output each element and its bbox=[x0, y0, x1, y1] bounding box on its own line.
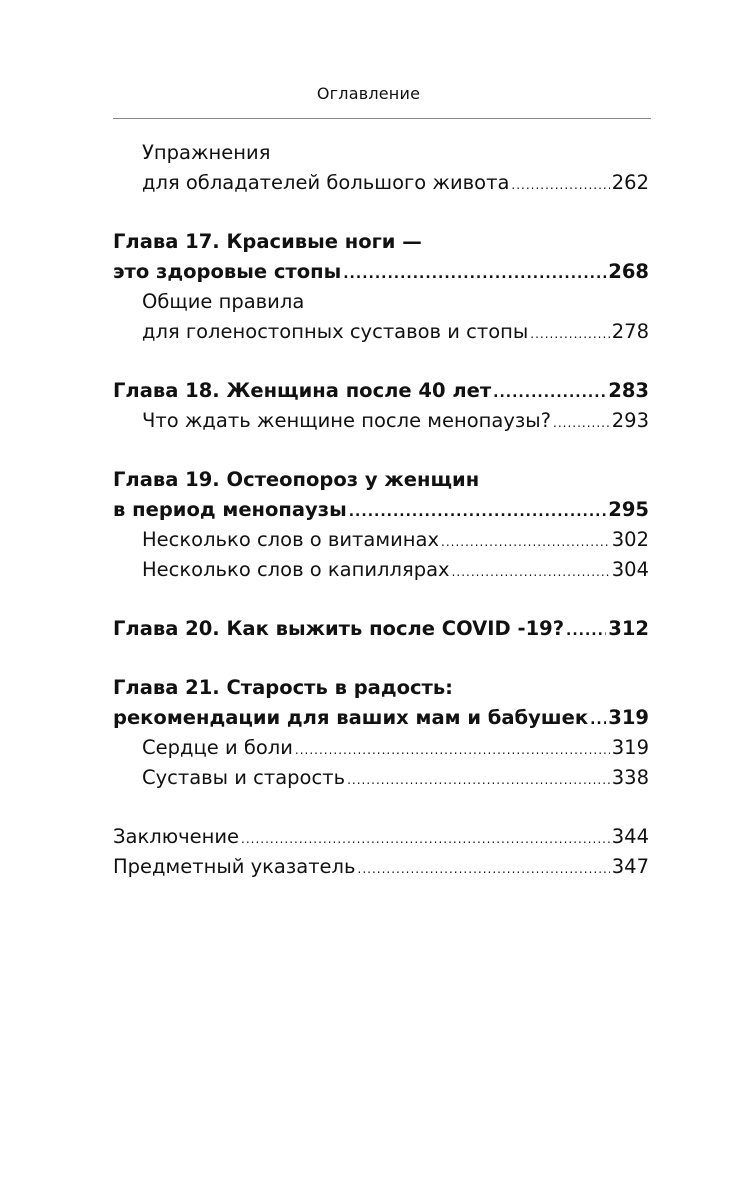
toc-entry-title: Сердце и боли bbox=[142, 736, 293, 759]
toc-entry[interactable] bbox=[113, 822, 649, 852]
toc-entry-title: Предметный указатель bbox=[113, 855, 356, 878]
dot-leader bbox=[553, 408, 610, 438]
dot-leader bbox=[343, 259, 606, 289]
dot-leader bbox=[566, 616, 606, 646]
toc-entry[interactable] bbox=[113, 525, 649, 555]
toc-entry-page: 338 bbox=[611, 766, 649, 789]
toc-chapter-entry[interactable] bbox=[113, 376, 649, 406]
toc-chapter-title: Глава 19. Остеопороз у женщин bbox=[113, 468, 480, 491]
toc-chapter-entry[interactable] bbox=[113, 703, 649, 733]
toc-chapter-entry[interactable] bbox=[113, 227, 649, 257]
toc-entry-page: 304 bbox=[611, 558, 649, 581]
toc-chapter-title: в период менопаузы bbox=[113, 498, 347, 521]
toc-entry-title: Несколько слов о витаминах bbox=[142, 528, 439, 551]
toc-entry-page: 319 bbox=[611, 736, 649, 759]
toc-entry-title: Упражнения bbox=[142, 141, 271, 164]
toc-chapter-page: 268 bbox=[608, 260, 649, 283]
toc-entry[interactable] bbox=[113, 287, 649, 317]
toc-entry-page: 293 bbox=[611, 409, 649, 432]
toc-entry-page: 347 bbox=[611, 855, 649, 878]
dot-leader bbox=[590, 705, 606, 735]
dot-leader bbox=[349, 497, 607, 527]
toc-entry[interactable] bbox=[113, 317, 649, 347]
toc-chapter-title: Глава 17. Красивые ноги — bbox=[113, 230, 422, 253]
toc-chapter-page: 319 bbox=[608, 706, 649, 729]
toc-entry[interactable] bbox=[113, 168, 649, 198]
toc-chapter-title: Глава 20. Как выжить после COVID -19? bbox=[113, 617, 565, 640]
dot-leader bbox=[530, 319, 609, 349]
toc-entry-page: 262 bbox=[611, 171, 649, 194]
dot-leader bbox=[493, 378, 606, 408]
toc-entry[interactable] bbox=[113, 555, 649, 585]
toc-entry-title: Общие правила bbox=[142, 290, 305, 313]
dot-leader bbox=[358, 854, 610, 884]
toc-entry-page: 302 bbox=[611, 528, 649, 551]
toc-chapter-page: 312 bbox=[608, 617, 649, 640]
dot-leader bbox=[452, 557, 610, 587]
toc-chapter-entry[interactable] bbox=[113, 257, 649, 287]
toc-entry-page: 344 bbox=[611, 825, 649, 848]
toc-entry[interactable] bbox=[113, 763, 649, 793]
toc-chapter-page: 283 bbox=[608, 379, 649, 402]
toc-entry-page: 278 bbox=[611, 320, 649, 343]
toc-chapter-title: Глава 18. Женщина после 40 лет bbox=[113, 379, 492, 402]
toc-entry[interactable] bbox=[113, 852, 649, 882]
toc-entry-title: Что ждать женщине после менопаузы? bbox=[142, 409, 552, 432]
running-title: Оглавление bbox=[316, 84, 421, 103]
toc-chapter-title: это здоровые стопы bbox=[113, 260, 342, 283]
toc-chapter-title: рекомендации для ваших мам и бабушек bbox=[113, 706, 589, 729]
toc-chapter-entry[interactable] bbox=[113, 673, 649, 703]
toc-entry-title: Заключение bbox=[113, 825, 240, 848]
toc-chapter-entry[interactable] bbox=[113, 614, 649, 644]
toc-chapter-title: Глава 21. Старость в радость: bbox=[113, 676, 453, 699]
dot-leader bbox=[511, 170, 609, 200]
dot-leader bbox=[441, 527, 610, 557]
toc-entry[interactable] bbox=[113, 138, 649, 168]
toc-entry-title: Несколько слов о капиллярах bbox=[142, 558, 450, 581]
toc-entry[interactable] bbox=[113, 733, 649, 763]
dot-leader bbox=[295, 735, 610, 765]
toc-chapter-entry[interactable] bbox=[113, 495, 649, 525]
toc-entry-title: для голеностопных суставов и стопы bbox=[142, 320, 529, 343]
toc-entry-title: Суставы и старость bbox=[142, 766, 346, 789]
table-of-contents bbox=[113, 138, 649, 882]
header-rule bbox=[113, 118, 651, 119]
toc-entry-title: для обладателей большого живота bbox=[142, 171, 510, 194]
dot-leader bbox=[241, 824, 610, 854]
toc-chapter-page: 295 bbox=[608, 498, 649, 521]
toc-chapter-entry[interactable] bbox=[113, 465, 649, 495]
toc-entry[interactable] bbox=[113, 406, 649, 436]
dot-leader bbox=[347, 765, 610, 795]
